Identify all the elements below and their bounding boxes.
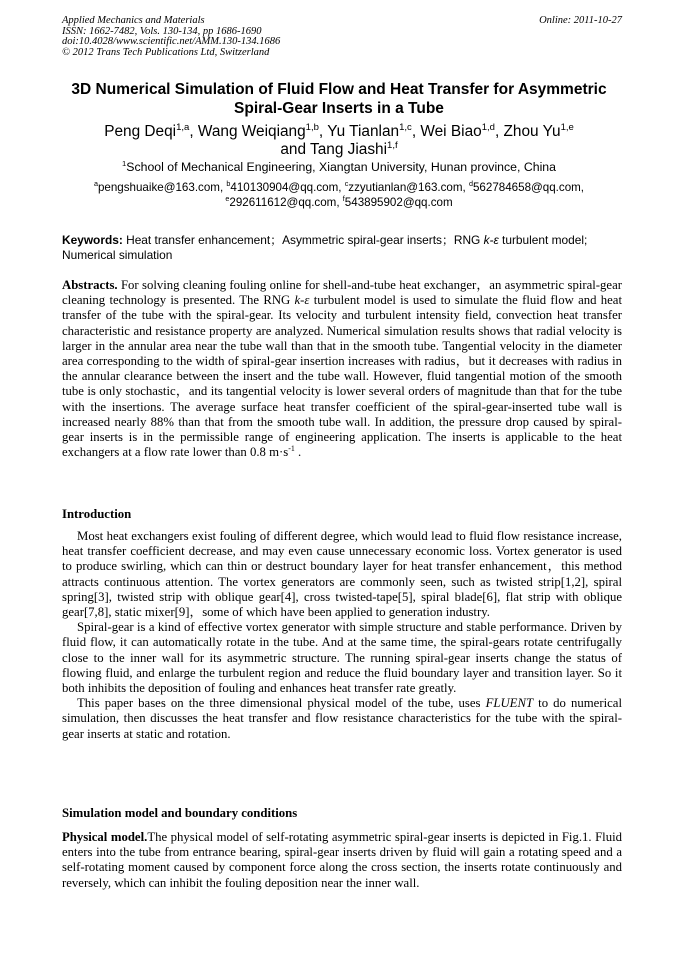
email-sup: a: [93, 179, 98, 189]
simulation-heading: Simulation model and boundary conditions: [62, 806, 298, 820]
author-name: Wei Biao: [420, 123, 482, 140]
author-name: Tang Jiashi: [310, 141, 388, 158]
abstract-text-3: .: [294, 445, 302, 460]
online-date: Online: 2011-10-27: [539, 15, 622, 26]
issn-line: ISSN: 1662-7482, Vols. 130-134, pp 1686-1690: [62, 25, 262, 37]
author-sup: 1,a: [176, 121, 190, 133]
affiliation-sup: 1: [122, 158, 127, 168]
author-name: Zhou Yu: [503, 123, 561, 140]
abstract: [62, 278, 622, 460]
journal-name: Applied Mechanics and Materials: [62, 15, 205, 26]
abstract-text: For solving cleaning fouling online for shell-and-tube heat exchanger，an asymmetric spiral-gear cleaning technology is presented. The RNG: [62, 278, 622, 308]
introduction-heading: Introduction: [62, 507, 132, 521]
keywords-label: Keywords:: [62, 233, 123, 247]
email-sup: b: [226, 179, 231, 189]
author-list: Peng Deqi$^{1,a}$, Wang Weiqiang$^{1,b}$, Yu Tianlan$^{1,c}$, Wei Biao$^{1,d}$, Zhou Yu$^{1,e}$ and Tang Jiashi$^{1,f}$: [104, 121, 574, 158]
author-emails: [60, 180, 618, 210]
author-sup: 1,e: [560, 121, 574, 133]
fluent-term: FLUENT: [485, 696, 534, 711]
author-sup: 1,c: [399, 121, 412, 133]
email-sup: e: [225, 194, 230, 204]
intro-p3-text-2: to do numerical simulation, then discusses the heat transfer and flow resistance characteristics for the tube with the spiral-gear inserts at static and rotation.: [62, 696, 622, 741]
email: 292611612@qq.com,: [229, 196, 340, 209]
email: pengshuaike@163.com,: [97, 181, 224, 194]
intro-p3-text: This paper bases on the three dimensional physical model of the tube, uses: [77, 696, 486, 711]
copyright-line: © 2012 Trans Tech Publications Ltd, Switzerland: [62, 46, 270, 58]
abstract-k-epsilon: k-ε: [294, 293, 310, 308]
email-sup: f: [342, 194, 345, 204]
physical-model-label: Physical model.: [62, 830, 148, 844]
keywords-text: Heat transfer enhancement；Asymmetric spiral-gear inserts；RNG: [122, 233, 484, 247]
affiliation: [60, 160, 618, 175]
keywords-text-2: turbulent model; Numerical simulation: [62, 233, 588, 262]
intro-paragraph-3: [62, 696, 622, 742]
author-name: Yu Tianlan: [327, 123, 400, 140]
abstract-unit-sup: -1: [288, 443, 295, 453]
journal-header: [62, 16, 622, 58]
email: 410130904@qq.com,: [230, 181, 342, 194]
introduction-body: [62, 529, 622, 742]
title-line-2: Spiral-Gear Inserts in a Tube: [234, 100, 444, 117]
doi-line: doi:10.4028/www.scientific.net/AMM.130-134.1686: [62, 36, 281, 48]
simulation-body: [62, 830, 622, 891]
author-name: Peng Deqi: [104, 123, 177, 140]
email-sup: c: [344, 179, 349, 189]
intro-paragraph-1: Most heat exchangers exist fouling of different degree, which would lead to fluid flow resistance increase, heat transfer coefficient decrease, and may even cause unnecessary economic loss. Vortex generator is used to produce swirling, which can thin or destruct boundary layer for heat transfer enhancement，this method attracts continuous attention. The vortex generators are commonly seen, such as twisted strip[1,2], spiral spring[3], twisted strip with oblique gear[4], cross twisted-tape[5], spiral blade[6], flat strip with oblique gear[7,8], static mixer[9]，some of which have been applied to generation industry.: [62, 529, 622, 620]
abstract-label: Abstracts.: [62, 278, 118, 292]
paper-title: [60, 80, 618, 118]
author-name: Wang Weiqiang: [197, 123, 306, 140]
keywords: [62, 233, 622, 263]
email: 562784658@qq.com,: [472, 181, 585, 194]
intro-paragraph-2: Spiral-gear is a kind of effective vortex generator with simple structure and stable performance. Driven by fluid flow, it can automatically rotate in the tube. And at the same time, the spiral-gears rotate centrifugally close to the inner wall for its asymmetric structure. The running spiral-gear inserts change the status of flowing fluid, and enlarge the turbulent region and reduce the fluid boundary layer and transition layer. So it both inhibits the deposition of fouling and enhances heat transfer rate greatly.: [62, 620, 622, 696]
physical-model-text: The physical model of self-rotating asymmetric spiral-gear inserts is depicted in Fig.1. Fluid enters into the tube from entrance bearing, spiral-gear inserts driven by fluid will gain a rotating speed and a self-rotating moment caused by component force along the cross section, the inserts rotate continuously and reversely, which can inhibit the fouling deposition near the inner wall.: [62, 830, 622, 890]
email: 543895902@qq.com: [344, 196, 453, 209]
abstract-text-2: turbulent model is used to simulate the fluid flow and heat transfer of the tube with the spiral-gear. Its velocity and turbulent intensity field, convection heat transfer characteristic and resistance property are analyzed. Numerical simulation results shows that radial velocity is larger in the annular area near the tube wall than that in the smooth tube. Tangential velocity in the diameter area corresponding to the width of spiral-gear insertion increases with radius，but it decreases with radius in the annular clearance between the insert and the tube wall. However, fluid tangential motion of the smooth tube is only stochastic，and its tangential velocity is lower several orders of magnitude than that for the tube with the insertions. The average surface heat transfer coefficient of the spiral-gear-inserted tube wall is increased nearly 88% than that from the smooth tube wall. In addition, the pressure drop caused by spiral-gear inserts is in the permissible range of engineering application. The inserts is applicable to the heat exchangers at a flow rate lower than 0.8 m·s: [62, 293, 622, 460]
email: zzyutianlan@163.com,: [348, 181, 466, 194]
author-and: and: [280, 141, 307, 158]
affiliation-text: School of Mechanical Engineering, Xiangtan University, Hunan province, China: [126, 160, 556, 174]
author-sup: 1,f: [387, 139, 398, 151]
keywords-k-epsilon: k-ε: [483, 233, 499, 247]
author-sup: 1,d: [481, 121, 495, 133]
author-sup: 1,b: [305, 121, 319, 133]
title-line-1: 3D Numerical Simulation of Fluid Flow and Heat Transfer for Asymmetric: [71, 81, 607, 98]
email-sup: d: [468, 179, 473, 189]
